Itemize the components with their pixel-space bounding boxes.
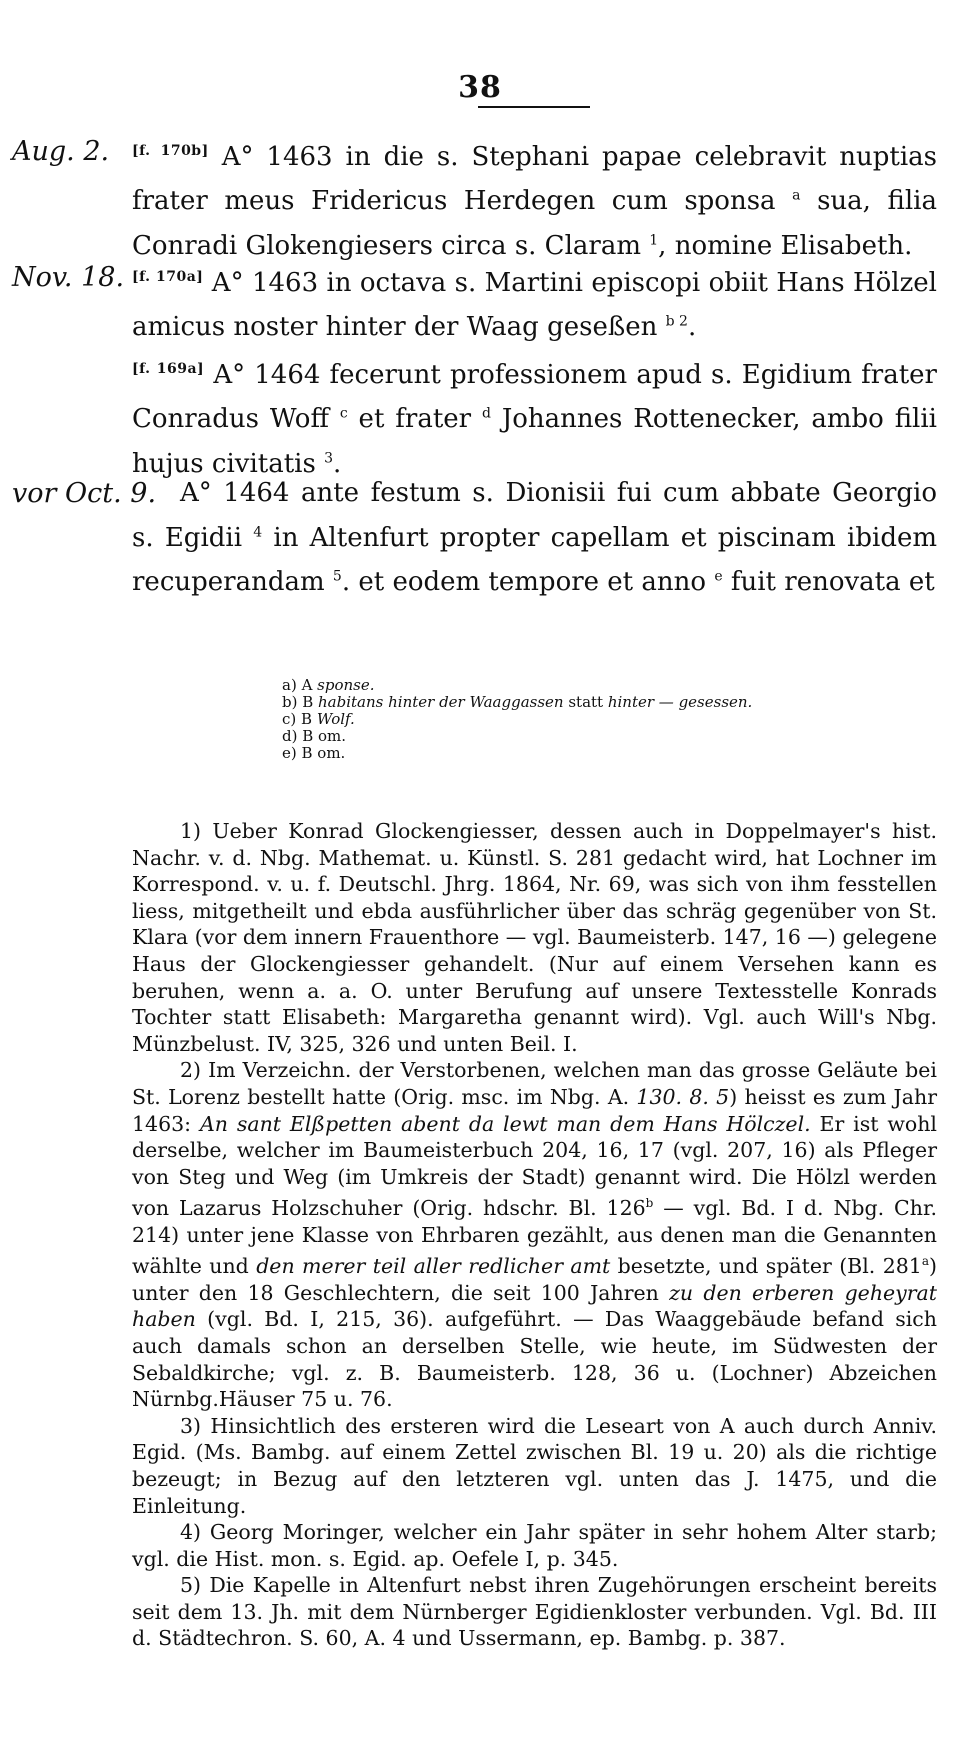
footnote-4: 4) Georg Moringer, welcher ein Jahr später in sehr hohem Alter starb; vgl. die Hist. mon. s. Egid. ap. Oefele I, p. 345. bbox=[132, 1520, 937, 1571]
entry-text: A° 1463 in octava s. Martini episcopi obiit Hans Hölzel amicus noster hinter der Waag geseßen $^{b 2}$. bbox=[132, 267, 937, 343]
footnote-2: 2) Im Verzeichn. der Verstorbenen, welchen man das grosse Geläute bei St. Lorenz bestellt hatte (Orig. msc. im Nbg. A. 130. 8. 5) heisst es zum Jahr 1463: An sant Elßpetten abent da lewt man dem Hans Hölczel. Er ist wohl derselbe, welcher im Baumeisterbuch 204, 16, 17 (vgl. 207, 16) als Pfleger von Steg und Weg (im Umkreis der Stadt) genannt wird. Die Hölzl werden von Lazarus Holzschuher (Orig. hdschr. Bl. 126$^b$ — vgl. Bd. I d. Nbg. Chr. 214) unter jene Klasse von Ehrbaren gezählt, aus denen man die Genannten wählte und den merer teil aller redlicher amt besetzte, und später (Bl. 281$^a$) unter den 18 Geschlechtern, die seit 100 Jahren zu den erberen geheyrat haben (vgl. Bd. I, 215, 36). aufgeführt. — Das Waaggebäude befand sich auch damals schon an derselben Stelle, wie heute, im Südwesten der Sebaldkirche; vgl. z. B. Baumeisterb. 128, 36 u. (Lochner) Abzeichen Nürnbg.Häuser 75 u. 76. bbox=[132, 1058, 938, 1412]
footnote-3: 3) Hinsichtlich des ersteren wird die Leseart von A auch durch Anniv. Egid. (Ms. Bambg. auf einem Zettel zwischen Bl. 19 u. 20) als die richtige bezeugt; in Bezug auf den letzteren vgl. unten das J. 1475, und die Einleitung. bbox=[132, 1413, 937, 1518]
variant-line: d) B om. bbox=[282, 727, 347, 745]
page-number: 38 bbox=[458, 70, 502, 105]
chronicle-entry bbox=[132, 474, 937, 602]
entry-text: A° 1464 ante festum s. Dionisii fui cum abbate Georgio s. Egidii $^4$ in Altenfurt propter capellam et piscinam ibidem recuperandam $^5$. et eodem tempore et anno $^e$ fuit renovata et bbox=[132, 478, 937, 598]
margin-date-nov-18: Nov. 18. bbox=[12, 262, 125, 293]
entry-text: A° 1464 fecerunt professionem apud s. Egidium frater Conradus Woff $^c$ et frater $^d$ Johannes Rottenecker, ambo filii hujus civitatis $^3$. bbox=[132, 359, 937, 479]
variant-readings bbox=[282, 677, 752, 762]
footnotes bbox=[132, 818, 937, 1652]
chronicle-entry bbox=[132, 350, 937, 484]
margin-date-vor-oct-9: vor Oct. 9. bbox=[12, 478, 157, 509]
margin-date-aug-2: Aug. 2. bbox=[12, 136, 110, 167]
variant-line: a) A sponse. bbox=[282, 676, 375, 694]
entry-text: A° 1463 in die s. Stephani papae celebravit nuptias frater meus Fridericus Herdegen cum sponsa $^a$ sua, filia Conradi Glokengiesers circa s. Claram $^1$, nomine Elisabeth. bbox=[132, 141, 938, 261]
chronicle-entry bbox=[132, 132, 937, 266]
chronicle-entry bbox=[132, 258, 937, 347]
folio-ref: [f. 170b] bbox=[132, 143, 209, 159]
variant-line: e) B om. bbox=[282, 744, 346, 762]
variant-line: b) B habitans hinter der Waaggassen statt hinter — gesessen. bbox=[282, 693, 753, 711]
footnote-1: 1) Ueber Konrad Glockengiesser, dessen auch in Doppelmayer's hist. Nachr. v. d. Nbg. Mathemat. u. Künstl. S. 281 gedacht wird, hat Lochner im Korrespond. v. u. f. Deutschl. Jhrg. 1864, Nr. 69, was sich von ihm fesstellen liess, mitgetheilt und ebda ausführlicher über das schräg gegenüber von St. Klara (vor dem innern Frauenthore — vgl. Baumeisterb. 147, 16 —) gelegene Haus der Glockengiesser gehandelt. (Nur auf einem Versehen kann es beruhen, wenn a. a. O. unter Berufung auf unsere Textesstelle Konrads Tochter statt Elisabeth: Margaretha genannt wird). Vgl. auch Will's Nbg. Münzbelust. IV, 325, 326 und unten Beil. I. bbox=[132, 819, 937, 1056]
folio-ref: [f. 170a] bbox=[132, 269, 204, 285]
variant-line: c) B Wolf. bbox=[282, 710, 355, 728]
footnote-5: 5) Die Kapelle in Altenfurt nebst ihren Zugehörungen erscheint bereits seit dem 13. Jh. mit dem Nürnberger Egidienkloster verbunden. Vgl. Bd. III d. Städtechron. S. 60, A. 4 und Ussermann, ep. Bambg. p. 387. bbox=[132, 1573, 937, 1651]
folio-ref: [f. 169a] bbox=[132, 361, 205, 377]
page-number-rule bbox=[478, 106, 590, 108]
